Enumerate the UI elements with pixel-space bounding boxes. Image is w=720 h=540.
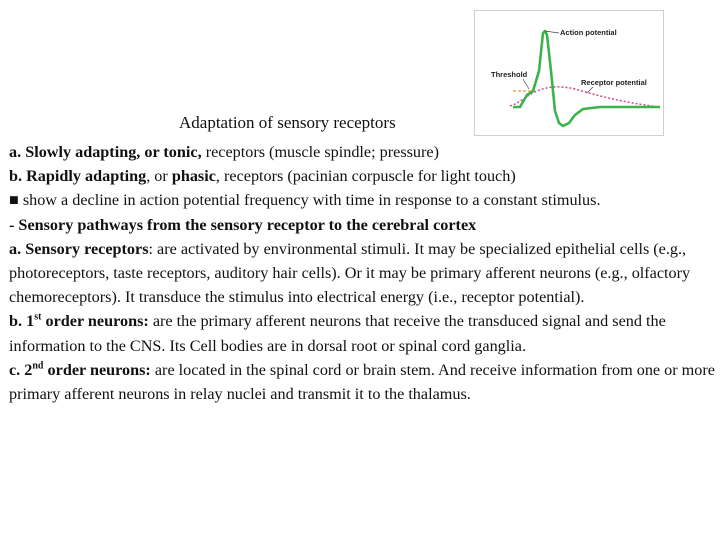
- first-order-text: are the primary afferent neurons that receive the transduced signal and send the information to the CNS. Its Cell bodies are in dorsal root or spinal cord ganglia.: [9, 312, 666, 355]
- second-order-prefix: c. 2: [9, 360, 33, 379]
- first-order-label-text: order neurons:: [41, 312, 149, 331]
- sensory-receptors-label: a. Sensory receptors: [9, 239, 149, 258]
- rapid-adapting-line: [9, 164, 715, 188]
- receptor-potential-label: Receptor potential: [581, 78, 647, 87]
- slow-adapting-label: a. Slowly adapting, or tonic,: [9, 143, 202, 161]
- pathways-heading: [9, 213, 715, 237]
- rapid-adapting-mid: , or: [146, 167, 172, 186]
- first-order-label: [9, 312, 149, 330]
- page-title: Adaptation of sensory receptors: [179, 113, 396, 132]
- slow-adapting-line: [9, 140, 715, 164]
- phasic-label: phasic: [171, 167, 216, 186]
- sensory-receptors-paragraph: [9, 237, 715, 310]
- second-order-label: [9, 361, 151, 379]
- pathways-text: - Sensory pathways from the sensory receptor to the cerebral cortex: [9, 215, 477, 234]
- second-order-text: are located in the spinal cord or brain stem. And receive information from one or more primary afferent neurons in relay nuclei and transmit it to the thalamus.: [9, 360, 715, 404]
- receptor-label-leader: [587, 87, 593, 93]
- action-potential-graph: [475, 11, 663, 135]
- second-order-paragraph: [9, 358, 715, 406]
- first-order-paragraph: [9, 309, 715, 357]
- action-potential-label: Action potential: [560, 28, 617, 37]
- second-order-label-text: order neurons:: [43, 360, 151, 379]
- rapid-adapting-text: , receptors (pacinian corpuscle for light touch): [215, 167, 516, 186]
- rapid-adapting-label: b. Rapidly adapting: [9, 167, 147, 186]
- first-order-prefix: b. 1: [9, 312, 35, 331]
- second-order-sup: nd: [32, 360, 44, 372]
- action-potential-figure: [474, 10, 664, 136]
- threshold-label: Threshold: [491, 70, 528, 79]
- first-order-sup: st: [34, 312, 42, 324]
- slow-adapting-text: receptors (muscle spindle; pressure): [201, 143, 439, 161]
- sensory-receptors-text: : are activated by environmental stimuli. It may be specialized epithelial cells (e.g., photoreceptors, taste receptors, auditory hair cells). Or it may be primary afferent neurons (e.g., olfactory chemoreceptors). It transduce the stimulus into electrical energy (i.e., receptor potential).: [9, 239, 691, 307]
- threshold-label-leader: [523, 79, 529, 89]
- decline-line: ■ show a decline in action potential frequency with time in response to a constant stimulus.: [9, 191, 601, 210]
- content-body: [9, 140, 715, 406]
